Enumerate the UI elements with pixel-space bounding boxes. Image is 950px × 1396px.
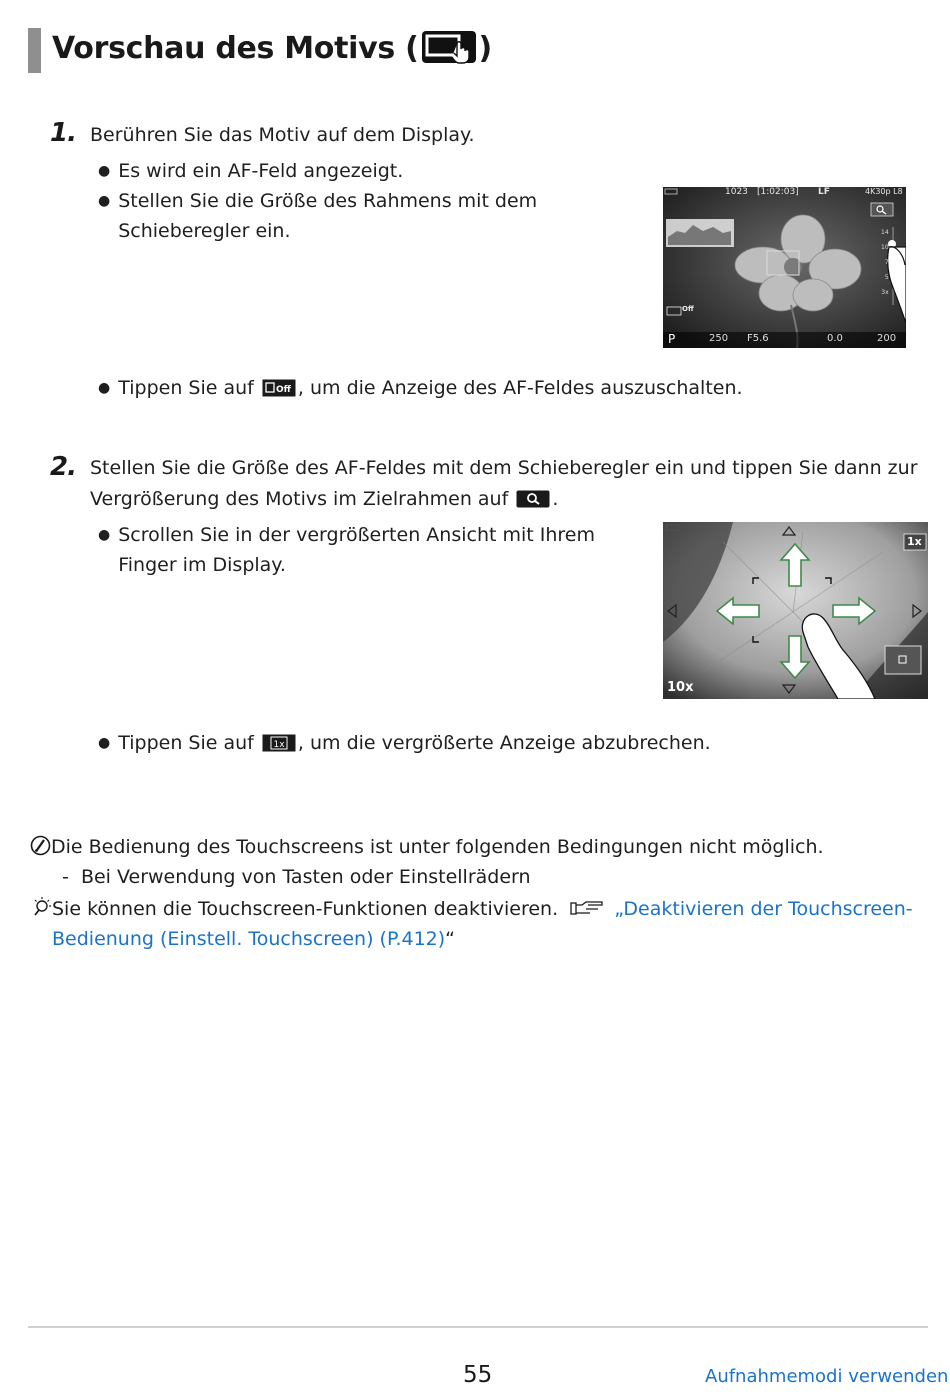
title-accent-bar	[28, 28, 41, 73]
page-title-text: Vorschau des Motivs (	[52, 31, 419, 66]
section-link[interactable]: Aufnahmemodi verwenden	[705, 1366, 949, 1387]
af-frame-off-icon	[262, 376, 296, 406]
step-2-number: 2.	[50, 452, 76, 482]
page-title-close: )	[478, 31, 492, 66]
camera-screen-magnified	[663, 522, 928, 699]
svg-text:1x: 1x	[273, 740, 285, 750]
page-number: 55	[463, 1362, 493, 1388]
step-2-tip: ● Tippen Sie auf 1x , um die vergrößerte Anzeige abzubrechen.	[98, 728, 711, 761]
screen1-rec-time: [1:02:03]	[757, 187, 799, 197]
touch-screen-icon	[421, 30, 477, 72]
caution-note: Die Bedienung des Touchscreens ist unter folgenden Bedingungen nicht möglich.	[30, 832, 824, 865]
screen1-video-mode: 4K30p L8	[865, 187, 903, 196]
svg-text:Off: Off	[275, 385, 291, 395]
tip-bulb-icon	[30, 896, 52, 927]
screen1-off-label: Off	[682, 305, 694, 313]
screen1-iso: 200	[877, 333, 897, 344]
step-1-tip: ● Tippen Sie auf Off , um die Anzeige des AF-Feldes auszuschalten.	[98, 373, 743, 406]
reference-hand-icon	[570, 897, 606, 927]
step-2-text-line-2: Vergrößerung des Motivs im Zielrahmen auf .	[90, 484, 558, 517]
zoom-1x-icon	[262, 731, 296, 761]
caution-icon	[30, 835, 51, 865]
screen1-slider-scale: 14 10 7 5 3x	[881, 229, 889, 296]
camera-screen-af-frame	[663, 187, 906, 348]
screen1-shutter: 250	[709, 333, 729, 344]
screen2-zoom-10x: 10x	[667, 680, 694, 695]
magnify-icon	[516, 487, 550, 517]
touchscreen-settings-link-line-2[interactable]: Bedienung (Einstell. Touchscreen) (P.412)	[52, 928, 446, 950]
caution-item: - Bei Verwendung von Tasten oder Einstellrädern	[62, 866, 531, 888]
step-1-text: Berühren Sie das Motiv auf dem Display.	[90, 124, 475, 146]
tip-note: Sie können die Touchscreen-Funktionen deaktivieren. „Deaktivieren der Touchscreen-	[30, 894, 913, 927]
touchscreen-settings-link-cont: Bedienung (Einstell. Touchscreen) (P.412)“	[52, 928, 456, 950]
screen1-aperture: F5.6	[747, 333, 769, 344]
step-2-bullet-1: ● Scrollen Sie in der vergrößerten Ansicht mit Ihrem Finger im Display.	[98, 524, 595, 576]
screen1-exposure: 0.0	[827, 333, 843, 344]
touchscreen-settings-link[interactable]: „Deaktivieren der Touchscreen-	[614, 898, 913, 920]
footer-divider	[28, 1326, 928, 1328]
step-2-text-line-1: Stellen Sie die Größe des AF-Feldes mit dem Schieberegler ein und tippen Sie dann zur	[90, 457, 918, 479]
step-1-bullet-2: ● Stellen Sie die Größe des Rahmens mit dem Schieberegler ein.	[98, 190, 538, 242]
screen1-quality: LF	[818, 187, 830, 197]
step-1-bullet-1: ● Es wird ein AF-Feld angezeigt.	[98, 160, 404, 182]
step-1-number: 1.	[50, 118, 76, 148]
page-title	[52, 30, 492, 72]
screen1-mode: P	[668, 332, 676, 346]
screen2-zoom-1x: 1x	[907, 535, 922, 548]
screen1-frame-count: 1023	[725, 187, 748, 197]
